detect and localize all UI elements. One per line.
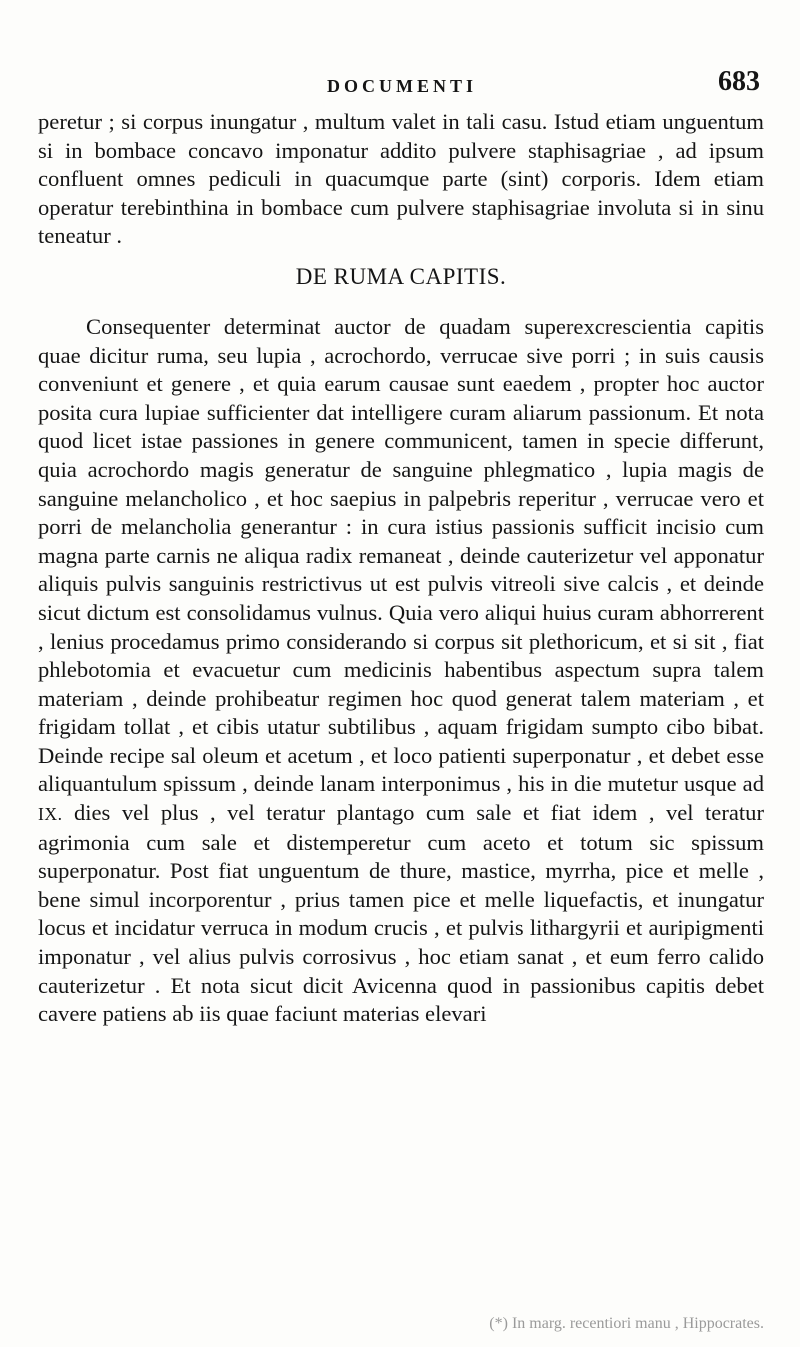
page-number: 683 (718, 66, 760, 97)
footnote: (*) In marg. recentiori manu , Hippocrates. (489, 1315, 764, 1332)
paragraph-text: peretur ; si corpus inungatur , multum valet in tali casu. Istud etiam unguentum si in bombace concavo imponatur addito pulvere staphisagriae , ad ipsum confluent omnes pediculi in quacumque parte (sint) corporis. Idem etiam operatur terebinthina in bombace cum pulvere staphisagriae involuta si in sinu teneatur . (38, 109, 764, 249)
running-title: DOCUMENTI (326, 76, 477, 96)
paragraph-main (38, 313, 764, 1029)
paragraph-text: Consequenter determinat auctor de quadam superexcrescientia capitis quae dicitur ruma, seu lupia , acrochordo, verrucae sive porri ; in suis causis conveniunt et genere , et quia earum causae sunt eaedem , propter hoc auctor posita cura lupiae sufficienter dat intelligere curam aliarum passionum. Et nota quod licet istae passiones in genere communicent, tamen in specie differunt, quia acrochordo magis generatur de sanguine phlegmatico , lupia magis de sanguine melancholico , et hoc saepius in palpebris reperitur , verrucae vero et porri de melancholia generantur : in cura istius passionis sufficit incisio cum magna parte carnis ne aliqua radix remaneat , deinde cauterizetur vel apponatur aliquis pulvis sanguinis restrictivus ut est pulvis vitreoli sive calcis , et deinde sicut dictum est consolidamus vulnus. Quia vero aliqui huius curam abhorrerent , lenius procedamus primo considerando si corpus sit plethoricum, et si sit , fiat phlebotomia et evacuetur cum medicinis habentibus aspectum supra talem materiam , deinde prohibeatur regimen hoc quod generat talem materiam , et frigidam tollat , et cibis utatur subtilibus , aquam frigidam sumpto cibo bibat. Deinde recipe sal oleum et acetum , et loco patienti superponatur , et debet esse aliquantulum spissum , deinde lanam interponimus , his in die mutetur usque ad (38, 313, 764, 797)
paragraph-text: dies vel plus , vel teratur plantago cum sale et fiat idem , vel teratur agrimonia cum sale et distemperetur cum aceto et totum sic spissum superponatur. Post fiat unguentum de thure, mastice, myrrha, pice et melle , bene simul incorporentur , prius tamen pice et melle liquefactis, et inungatur locus et incidatur verruca in modum crucis , et pulvis lithargyrii et auripigmenti imponatur , vel alius pulvis corrosivus , hoc etiam sanat , et eum ferro calido cauterizetur . Et nota sicut dicit Avicenna quod in passionibus capitis debet cavere patiens ab iis quae faciunt materias elevari (38, 800, 764, 1027)
paragraph-continued (38, 108, 764, 251)
running-head (40, 66, 764, 106)
body-text (38, 108, 764, 1029)
section-heading: DE RUMA CAPITIS. (295, 263, 507, 289)
roman-numeral: IX. (38, 804, 63, 825)
